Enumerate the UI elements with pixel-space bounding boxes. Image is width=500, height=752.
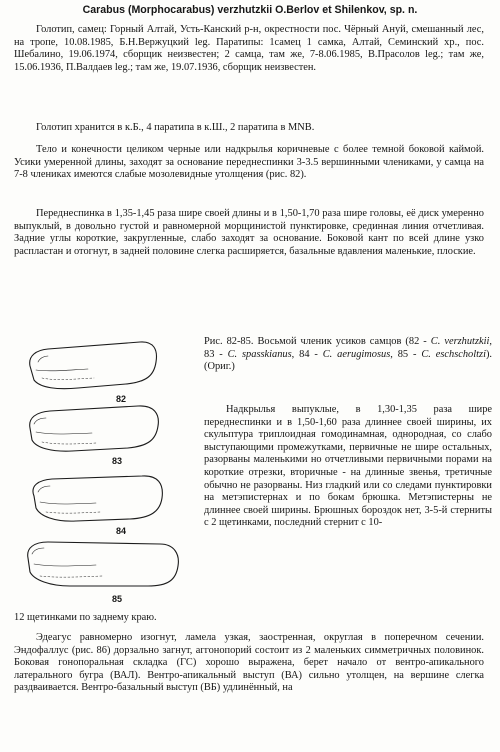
species-title: Carabus (Morphocarabus) verzhutzkii O.Berlov et Shilenkov, sp. n. (82, 4, 418, 16)
figure-label-85: 85 (112, 594, 123, 604)
figure-label-83: 83 (112, 456, 123, 466)
caption-species-85: C. eschscholtzi (421, 348, 486, 360)
figure-label-84: 84 (116, 526, 127, 536)
caption-sep-3: , 85 - (390, 348, 422, 360)
caption-sep-1: , 83 - (204, 336, 492, 360)
elytra-paragraph: Надкрылья выпуклые, в 1,30-1,35 раза шире переднеспинки и в 1,50-1,60 раза длиннее своей ширины, их скульптура триплоидная гомодинамная, однородная, со слабо выступающими промежутками, первичные не шире остальных, разорваны маленькими но отчетливыми первичными порами на короткие отрезки, вторичные - на длинные звенья, третичные обычно не разорваны. Низ гладкий или со следами пунктировки на метэпистернах и по бокам брюшка. Метэпистерны не длиннее своей ширины. Брюшных бороздок нет, 3-5-й стерниты с 2 щетинками, последний стернит с 10- (204, 404, 492, 529)
aedeagus-paragraph: Эдеагус равномерно изогнут, ламела узкая, заостренная, округлая в поперечном сечении. Эндофаллус (рис. 86) дорзально загнут, аггонопорий состоит из 2 маленьких симметричных половинок. Боковая гонопоральная складка (ГС) хорошо выражена, берет начало от вентро-апикального латерального бугра (ВАЛ). Вентро-апикальный выступ (ВА) сильно утолщен, на вершине слегка раздваивается. Вентро-базальный выступ (ВБ) удлинённый, на (14, 632, 484, 694)
caption-species-82: C. verzhutzkii (430, 336, 490, 347)
figure-caption (204, 336, 492, 374)
figure-label-82: 82 (116, 394, 127, 404)
caption-sep-2: , 84 - (291, 348, 323, 360)
caption-species-83: C. spasskianus (227, 348, 292, 360)
antenna-segment-84-drawing (33, 476, 162, 521)
body-description-paragraph: Тело и конечности целиком черные или надкрылья коричневые с более темной боковой каймой. Усики умеренной длины, заходят за основание переднеспинки 3-3.5 вершинными члениками, у самца на 7-8 члениках имеются слабые мозолевидные утолщения (рис. 82). (14, 144, 484, 181)
caption-species-84: C. aerugimosus (322, 348, 391, 360)
type-material-paragraph: Голотип, самец: Горный Алтай, Усть-Канский р-н, окрестности пос. Чёрный Ануй, смешанный лес, на тропе, 10.08.1985, Б.Н.Вержуцкий leg. Паратипы: 1самец 1 самка, Алтай, Семинский хр., пос. Шебалино, 19.06.1974, сборщик неизвестен; 2 самца, там же, 7-8.06.1985, В.Прасолов leg.; там же, 15.06.1936, П.Валдаев leg.; там же, 19.07.1936, сборщик неизвестен. (14, 24, 484, 73)
antenna-segment-83-drawing (30, 406, 159, 451)
antenna-figures (8, 336, 198, 626)
elytra-paragraph-tail: 12 щетинками по заднему краю. (14, 612, 157, 623)
antenna-segment-82-drawing (30, 342, 157, 389)
caption-lead: Рис. 82-85. Восьмой членик усиков самцов (82 - (204, 336, 431, 347)
antenna-drawings (8, 336, 198, 626)
caption-tail: ). (Ориг.) (204, 348, 493, 373)
pronotum-paragraph: Переднеспинка в 1,35-1,45 раза шире своей длины и в 1,50-1,70 раза шире головы, её диск умеренно выпуклый, в довольно густой и равномерной морщинистой пунктировке, срединная линия отчетливая. Задние углы короткие, закругленные, слабо заходят за основание. Боковой кант по всей длине узко распластан и отогнут, в задней половине слегка расширяется, базальные вдавления маленькие, плоские. (14, 208, 484, 257)
deposit-paragraph: Голотип хранится в к.Б., 4 паратипа в к.Ш., 2 паратипа в MNB. (36, 122, 315, 133)
antenna-segment-85-drawing (28, 542, 179, 586)
